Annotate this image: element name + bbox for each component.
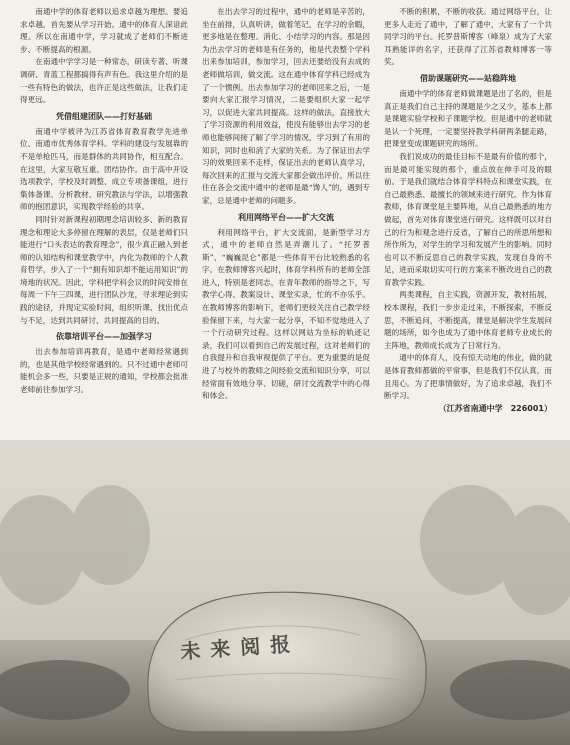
stone-inscription: 未来阅报 (179, 631, 301, 664)
paragraph: 南通中学的体育老师做课题是出了名的，但是真正是我们自己主持的课题是少之又少，基本上都是课题实验学校和子课题学校。但是通中的老师就是认一个死理，一定要坚持教学科研两条腿走路，把课堂变成课题研究的场所。 (384, 88, 552, 149)
article-column-3 (384, 6, 552, 566)
article-column-1 (20, 6, 188, 566)
paragraph: 南通中学被评为江苏省体育教育教学先进单位、南通市优秀体育学科。学科的建设与发展靠的不是单枪匹马，而是群体的共同协作，相互配合。在这里，大家互敬互重、团结协作。由于高中开设选项教学，学校及时调整、成立专项备课组，进行集体备课、分析教材、研究教法与学法，以增强教师的抱团意识，实现教学经验的共享。 (20, 126, 188, 212)
paragraph: 我们说成功的最佳目标不是最有价值的那个，而是最可能实现的那个，重点放在伸手可及的眼前。于是我们就结合体育学科特点和课堂实践，在自己最熟悉、最擅长的领域来进行研究。作为体育教师，体育课堂是主要阵地，从自己最熟悉的地方做起，首先对体育课堂进行研究。这样既可以对自己的行为和观念进行反省，了解自己的所思所想和所作所为，对学生的学习和发展产生的影响。同时也可以不断反思自己的教学实践，发现自身的不足，进而采取切实可行的方案来不断改进自己的教育教学实践。 (384, 151, 552, 287)
paragraph: 利用网络平台，扩大交流面，是新型学习方式，通中的老师自然是弄潮儿了。“托罗普斯”、“巍巍昆仑”都是一些体育平台比较熟悉的名字。在教师博客兴起时，体育学科所有的老师全部进入，特别是老同志，在青年教师的指导之下，写教学心得、教案设计、课堂实录，忙的不亦乐乎。在教师博客的影响下，老师们更较关注自己教学经验保留下来，与大家一起分享，不知不觉地进入了一个行动研究过程。这样以网站为坐标的轨迹记录，我们可以看到自己的发展过程，这对老师们的自我提升和自我审视提供了平台。更为重要的是促进了与校外的教师之间经验交流和知识分享，可以经常面有效地分享、切磋，研讨交流教学中的心得和体会。 (202, 227, 370, 401)
paragraph: 通中的体育人，没有惊天动地的伟业，做的就是体育教师都做的平常事，但是我们不仅认真，而且用心。为了把事情做好，为了追求卓越，我们不断学习。 (384, 353, 552, 401)
section-heading: 利用网络平台——扩大交流 (238, 212, 334, 222)
article-column-2 (202, 6, 370, 596)
paragraph: 在南通中学学习是一种常态，研读专著、听课调研、青蓝工程都搞得有声有色。我这里介绍的是一些有特色的做法，也许正是这些做法，让我们走得更远。 (20, 57, 188, 105)
paragraph: 出去参加培训再教育，是通中老师经常遇到的，也是其他学校经常遇到的。只不过通中老师可能机会多一些，只要是正规的通知，学校都会批准老师前往参加学习。 (20, 347, 188, 395)
paragraph: 同时针对新课程初期理念培训较多、新的教育理念和理论大多停留在理解的表层，仅是老师们只能进行“口头表达的教育理念”，很少真正融入到老师的认知结构和课堂教学中，内化为教师的个人教育哲学，步入了一个“拥有知识却不能运用知识”的境地的状况。因此，学科把学科会议的时间安排在每周一下午三四课，进行团队沙龙，寻求理论到实践的途径，并现定实验时间，组织听课、找出优点与不足，达到共同研讨、共同提高的目的。 (20, 214, 188, 325)
paragraph: 南通中学的体育老师以追求卓越为理想。要追求卓越，首先要从学习开始。通中的体育人深谙此理。所以在南通中学，学习就成了老师们不断进步、不断提高的根源。 (20, 7, 188, 54)
paragraph: 两类课程，自主实践，资源开发，教材拓展，校本课程，我们一步步走过来，不断探索，不断反思，不断追问，不断提高，课堂是解决学生发展问题的场所，如今也成为了通中体育老师专业成长的主阵地，教师成长成为了日常行为。 (384, 290, 552, 350)
paragraph: 在出去学习的过程中，通中的老师是辛苦的，坐在前排，认真听讲，做着笔记，在学习的余暇，更多地是在整理、消化、小结学习的内容。那是因为出去学习的老师是有任务的，他是代表整个学科出来参加培训，参加学习，回去还要给没有去成的老师做培训，做交流。这在通中体育学科已经成为了一个惯例。出去参加学习的老师回来之后，一是要向大家汇报学习情况，二是要组织大家一起学习，以促进大家共同提高。这样的做法，直接放大了学习资源的利用效益，使没有能够出去学习的老师也能够间接了解了学习的情况，学习到了有用的知识，同时也和消了大家的关系。为了保证出去学习的效果回来不走样，保证出去的老师认真学习，每次回来的汇报与交流大家都会做出评价。所以往往在各会交流中通中的老师是最“馋人”的，遇到专家，总是通中老师的问题多。 (202, 7, 370, 205)
author-affiliation: （江苏省南通中学 226001） (438, 403, 552, 413)
section-heading: 借助课题研究——站稳阵地 (420, 73, 516, 83)
section-heading: 凭借组建团队——打好基础 (56, 111, 152, 121)
section-heading: 依靠培训平台——加强学习 (56, 332, 152, 342)
paragraph: 不断的积累，不断的收获。通过网络平台，让更多人走近了通中，了解了通中，大家有了一个共同学习的平台。托罗普斯博客（峰泉）成为了大家耳熟能详的名字，还获得了江苏省教师博客一等奖。 (384, 7, 552, 67)
